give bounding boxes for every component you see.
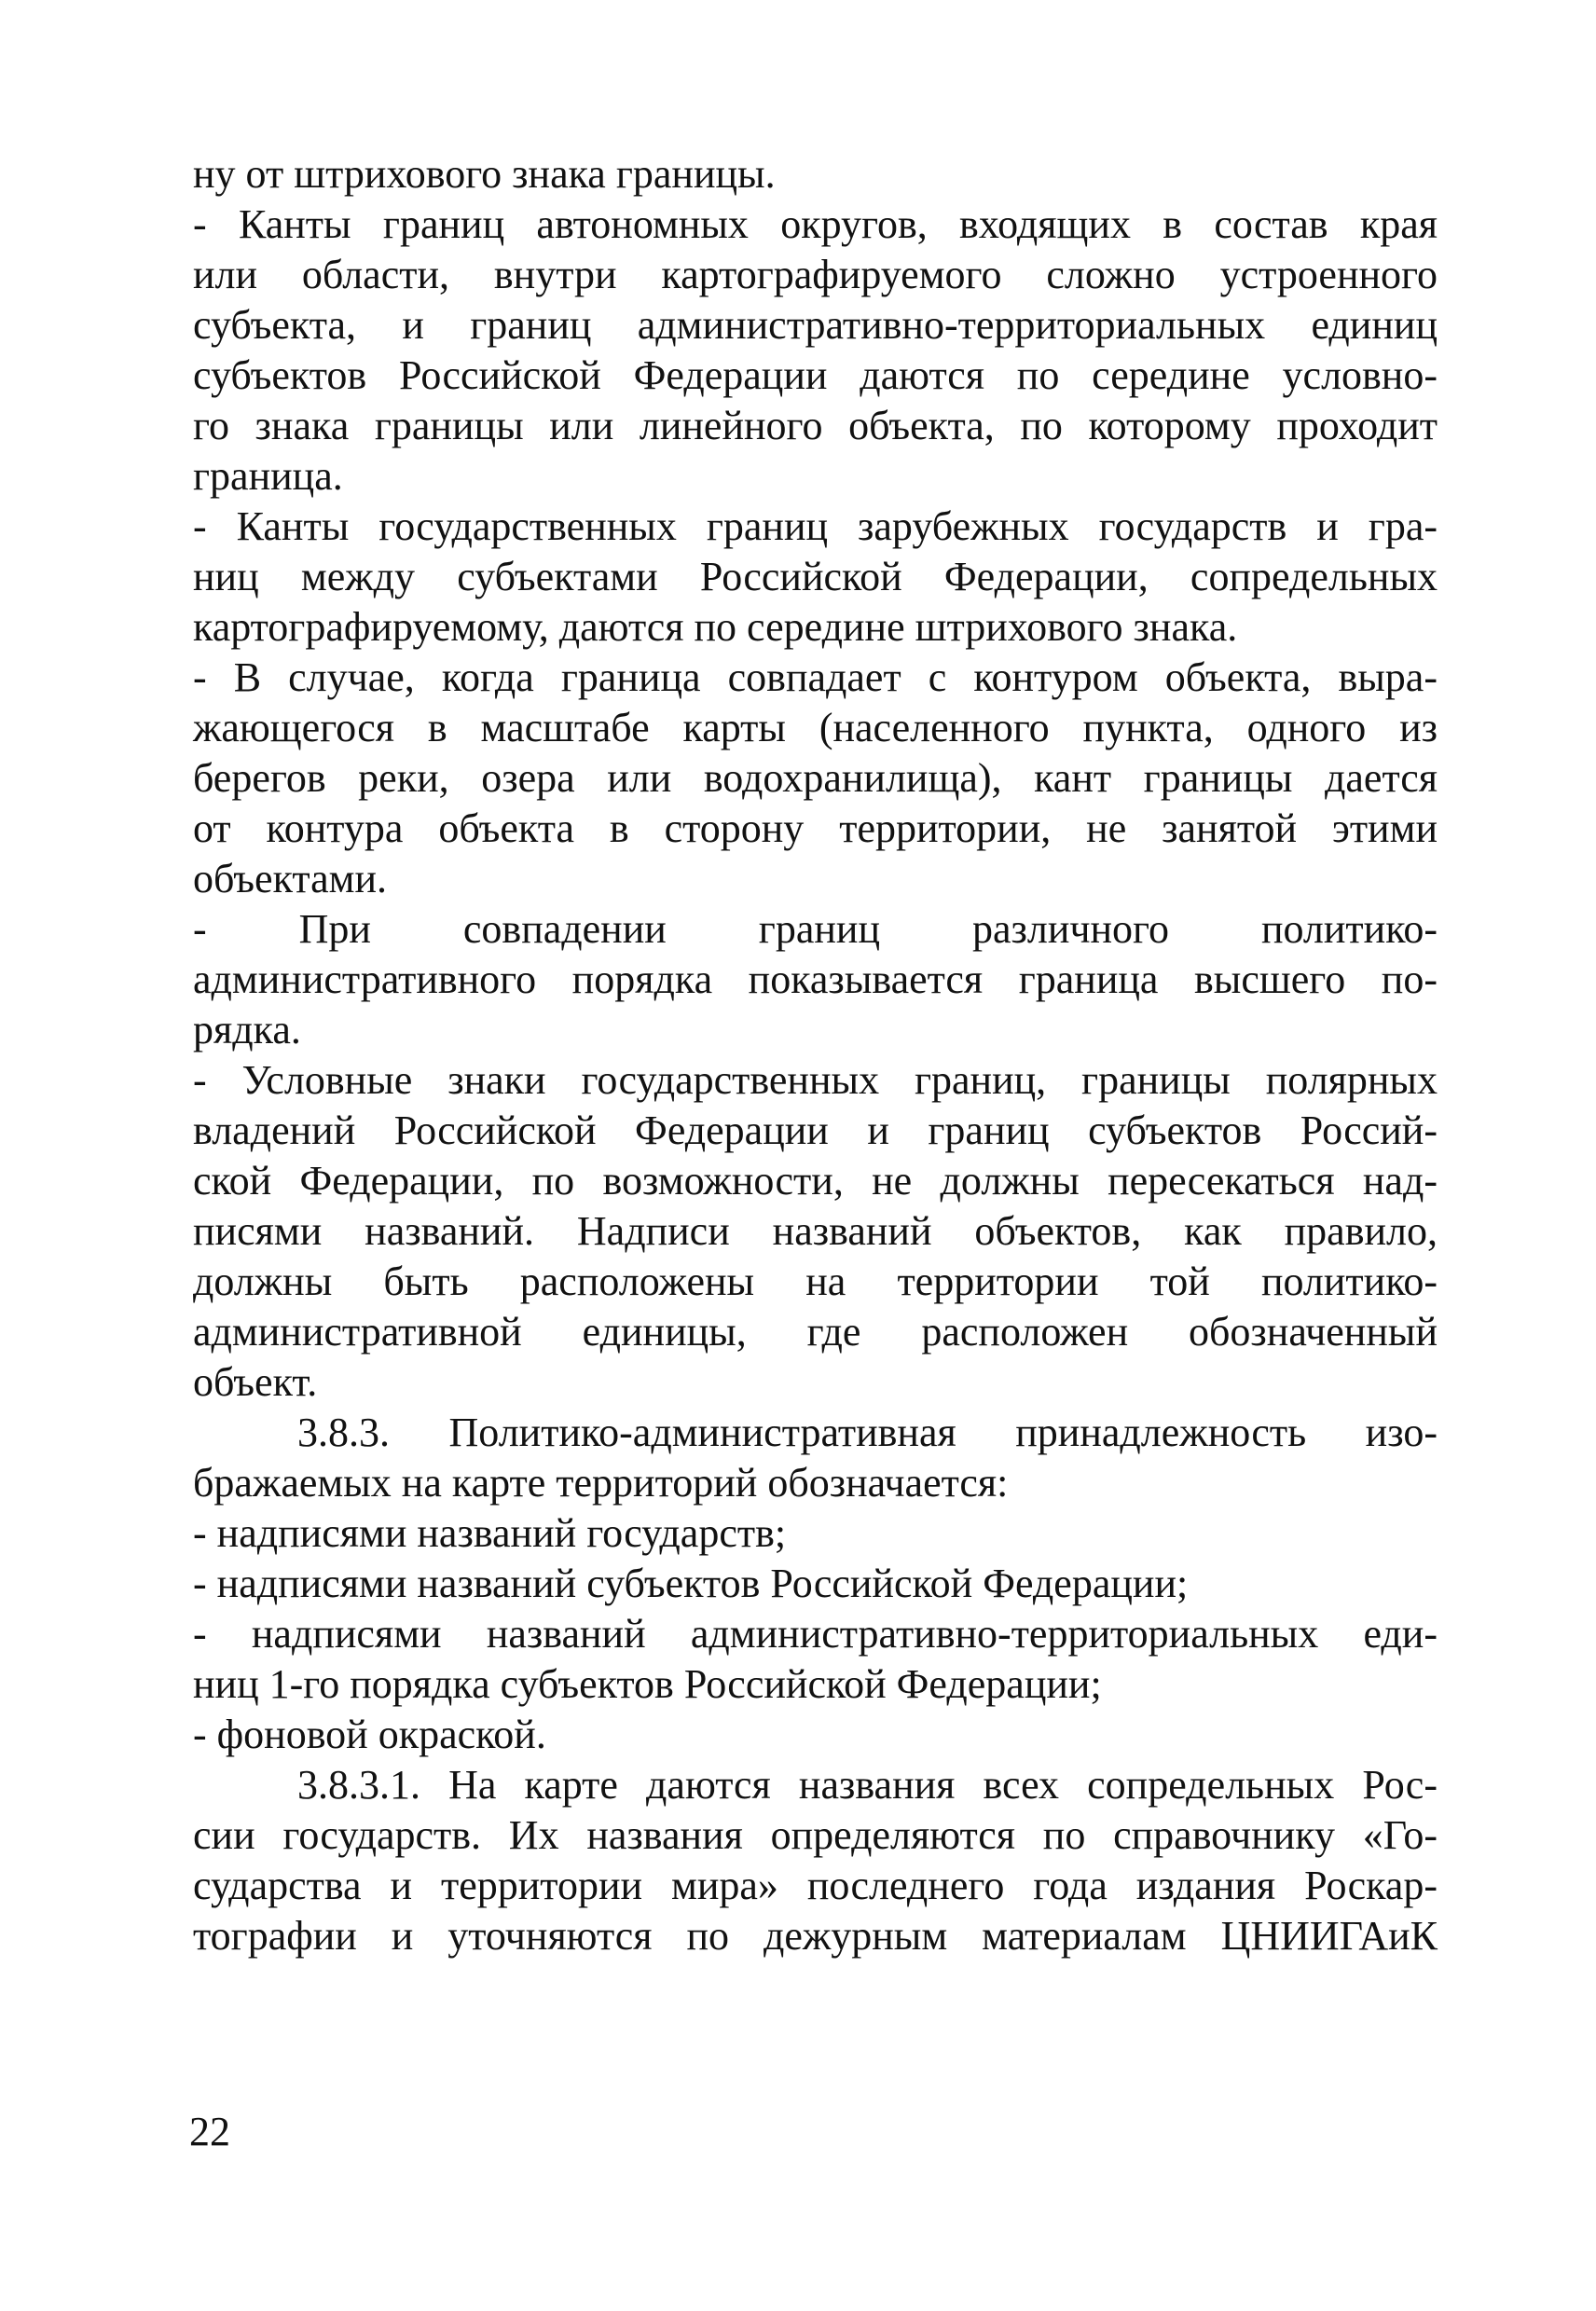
list-item-continuation: ниц 1-го порядка субъектов Российской Федерации; — [193, 1661, 1102, 1707]
text-line: тографии и уточняются по дежурным материалам ЦНИИГАиК — [193, 1913, 1438, 1959]
list-item: - надписями названий государств; — [193, 1510, 787, 1556]
text-line: го знака границы или линейного объекта, по которому проходит — [193, 403, 1438, 448]
text-line: административной единицы, где расположен обозначенный — [193, 1309, 1438, 1355]
text-line: - При совпадении границ различного политико- — [193, 906, 1438, 952]
page-number: 22 — [189, 2109, 230, 2154]
text-line: - Условные знаки государственных границ, границы полярных — [193, 1057, 1438, 1103]
text-line: объект. — [193, 1359, 318, 1405]
text-line: владений Российской Федерации и границ субъектов Россий- — [193, 1107, 1438, 1153]
text-line: объектами. — [193, 856, 388, 901]
list-item: - фоновой окраской. — [193, 1712, 546, 1757]
text-line: рядка. — [193, 1007, 301, 1052]
section-heading-line: 3.8.3. Политико-административная принадлежность изо- — [297, 1410, 1438, 1455]
text-line: сии государств. Их названия определяются по справочнику «Го- — [193, 1812, 1438, 1858]
text-line: ну от штрихового знака границы. — [193, 151, 776, 197]
text-line: ниц между субъектами Российской Федерации, сопредельных — [193, 554, 1438, 599]
list-item: - надписями названий субъектов Российской Федерации; — [193, 1561, 1189, 1606]
text-line: - Канты границ автономных округов, входящих в состав края — [193, 201, 1438, 247]
list-item: - надписями названий административно-территориальных еди- — [193, 1611, 1438, 1657]
text-line: или области, внутри картографируемого сложно устроенного — [193, 252, 1438, 297]
text-line: ской Федерации, по возможности, не должны пересекаться над- — [193, 1158, 1438, 1204]
section-heading-line: 3.8.3.1. На карте даются названия всех сопредельных Рос- — [297, 1762, 1438, 1808]
body-text — [193, 149, 1438, 1961]
text-line: субъектов Российской Федерации даются по середине условно- — [193, 352, 1438, 398]
text-line: - В случае, когда граница совпадает с контуром объекта, выра- — [193, 654, 1438, 700]
text-line: берегов реки, озера или водохранилища), кант границы дается — [193, 755, 1438, 801]
text-line: должны быть расположены на территории той политико- — [193, 1259, 1438, 1304]
text-line: сударства и территории мира» последнего года издания Роскар- — [193, 1863, 1438, 1908]
text-line: административного порядка показывается граница высшего по- — [193, 956, 1438, 1002]
text-line: от контура объекта в сторону территории, не занятой этими — [193, 805, 1438, 851]
text-line: - Канты государственных границ зарубежных государств и гра- — [193, 503, 1438, 549]
text-line: граница. — [193, 453, 343, 499]
text-line: жающегося в масштабе карты (населенного пункта, одного из — [193, 705, 1438, 750]
text-line: картографируемому, даются по середине штрихового знака. — [193, 604, 1238, 650]
text-line: субъекта, и границ административно-территориальных единиц — [193, 302, 1438, 348]
text-line: бражаемых на карте территорий обозначается: — [193, 1460, 1009, 1506]
text-line: писями названий. Надписи названий объектов, как правило, — [193, 1208, 1438, 1254]
